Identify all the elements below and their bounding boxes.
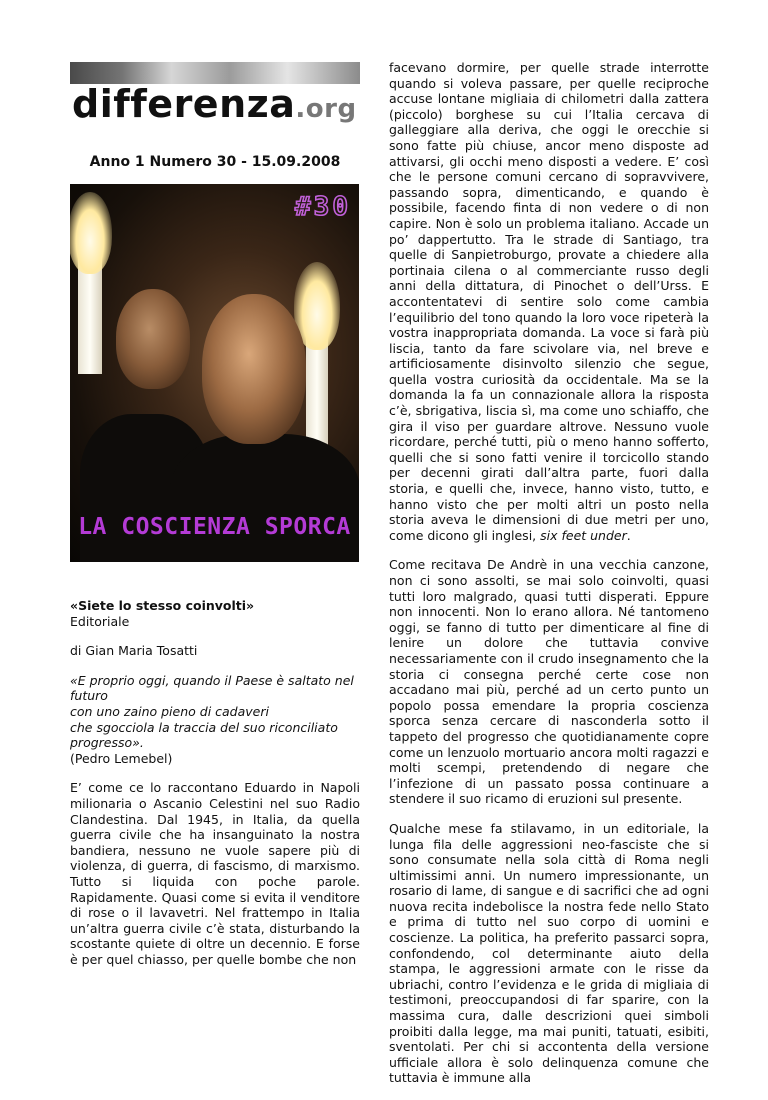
right-column — [389, 60, 709, 1100]
cover-title: LA COSCIENZA SPORCA — [78, 514, 351, 540]
body-text: facevano dormire, per quelle strade interrotte quando si voleva passare, per quelle reciproche accuse lontane migliaia di chilometri dalla zattera (piccolo) borghese su cui l’Italia cercava di galleggiare alla deriva, che oggi le orecchie si sono fatte più chiuse, ancor meno disposte ad attivarsi, gli occhi meno disposti a vedere. E’ così che le persone comuni cercano di sopravvivere, passando sopra, dimenticando, e quando è possibile, facendo finta di non vedere o di non capire. Non è solo un problema italiano. Accade un po’ dappertutto. Tra le strade di Santiago, tra quelle di Sanpietroburgo, provate a chiedere alla portinaia cilena o al commerciante russo degli anni della dittatura, di Pinochet o dell’Urss. E accontentatevi di sentire solo come cambia l’equilibrio del tono quando la loro voce ripeterà la vostra inappropriata domanda. La voce si farà più liscia, tanto da fare scivolare via, nel breve e artificiosamente disinvolto silenzio che segue, quella vostra curiosità da occidentale. Ma se la domanda la fa un connazionale allora la risposta c’è, sbrigativa, liscia sì, ma come uno schiaffo, che gira il viso per guardare altrove. Nessuno vuole ricordare, perché tutti, più o meno hanno sofferto, quelli che si sono fatti venire il torcicollo stando per decenni girati dall’altra parte, fuori dalla storia, e quelli che, invece, hanno visto, tutto, e hanno visto che per molti altri un posto nella storia aveva le dimensioni di due metri per uno, come dicono gli inglesi, — [389, 60, 709, 543]
brand-tld: .org — [295, 94, 357, 124]
masthead-logo — [72, 82, 357, 126]
masthead-decorative-strip — [70, 62, 360, 84]
cover-issue-number: #30 — [295, 192, 351, 222]
epigraph — [70, 673, 360, 767]
left-column — [70, 62, 360, 967]
body-paragraph: E’ come ce lo raccontano Eduardo in Napoli milionaria o Ascanio Celestini nel suo Radio Clandestina. Dal 1945, in Italia, da quella guerra civile che ha insanguinato la nostra bandiera, nessuno ne vuole sapere più di violenza, di guerra, di fascismo, di marxismo. Tutto si liquida con poche parole. Rapidamente. Quasi come si evita il venditore di rose o il lavavetri. Nel frattempo in Italia un’altra guerra civile c’è stata, disturbando la scostante quiete di oltre un decennio. E forse è per quel chiasso, per quelle bombe che non — [70, 780, 360, 967]
body-paragraph — [389, 60, 709, 543]
masthead — [70, 62, 360, 130]
body-italic: six feet under — [540, 527, 627, 543]
epigraph-line: che sgocciola la traccia del suo riconciliato progresso». — [70, 719, 338, 751]
body-text: . — [626, 527, 631, 543]
issue-line: Anno 1 Numero 30 - 15.09.2008 — [89, 154, 341, 170]
figure-front-body — [170, 434, 359, 562]
article-title: «Siete lo stesso coinvolti» — [70, 598, 255, 613]
epigraph-line: con uno zaino pieno di cadaveri — [70, 703, 269, 719]
article-byline: di Gian Maria Tosatti — [70, 643, 198, 659]
cover-image — [70, 184, 359, 562]
body-paragraph: Come recitava De Andrè in una vecchia canzone, non ci sono assolti, se mai solo coinvolti, quasi tutti loro malgrado, quasi tutti disperati. Eppure non innocenti. Non lo erano allora. Né tantomeno oggi, se fanno di tutto per dimenticare al fine di lenire un dolore che tuttavia convive necessariamente con il crudo insegnamento che la storia ci consegna perché certe cose non accadano mai più, perché ad un certo punto un popolo possa emendare la propria coscienza sporca senza cercare di nasconderla sotto il tappeto del progresso che quotidianamente copre come un lenzuolo mortuario ancora molti ragazzi e molti scempi, pretendendo di negare che l’infezione di un passato possa continuare a stendere il suo ricamo di eruzioni sul presente. — [389, 557, 709, 807]
figure-back-face — [116, 289, 190, 389]
epigraph-line: «E proprio oggi, quando il Paese è saltato nel futuro — [70, 672, 354, 704]
body-paragraph: Qualche mese fa stilavamo, in un editoriale, la lunga fila delle aggressioni neo-fasciste che si sono consumate nella sola città di Roma negli ultimissimi anni. Un numero impressionante, un rosario di lame, di sangue e di sacrifici che ad ogni nuova recita indebolisce la nostra fede nello Stato e prima di tutto nel suo corpo di uomini e coscienze. La politica, ha preferito passarci sopra, confondendo, col determinante aiuto della stampa, le aggressioni armate con le risse da ubriachi, contro l’evidenza e le grida di migliaia di testimoni, preoccupandosi di far sparire, con la massima cura, dalle descrizioni quei simboli proibiti dalla legge, ma mai puniti, tatuati, esibiti, sventolati. Per chi si accontenta della versione ufficiale allora è solo delinquenza comune che tuttavia è immune alla — [389, 820, 709, 1086]
epigraph-author: (Pedro Lemebel) — [70, 750, 173, 766]
flame-left — [70, 192, 112, 274]
article-section: Editoriale — [70, 613, 130, 629]
article-header — [70, 598, 360, 967]
figure-front-face — [202, 294, 306, 444]
brand-name: differenza — [72, 82, 296, 126]
